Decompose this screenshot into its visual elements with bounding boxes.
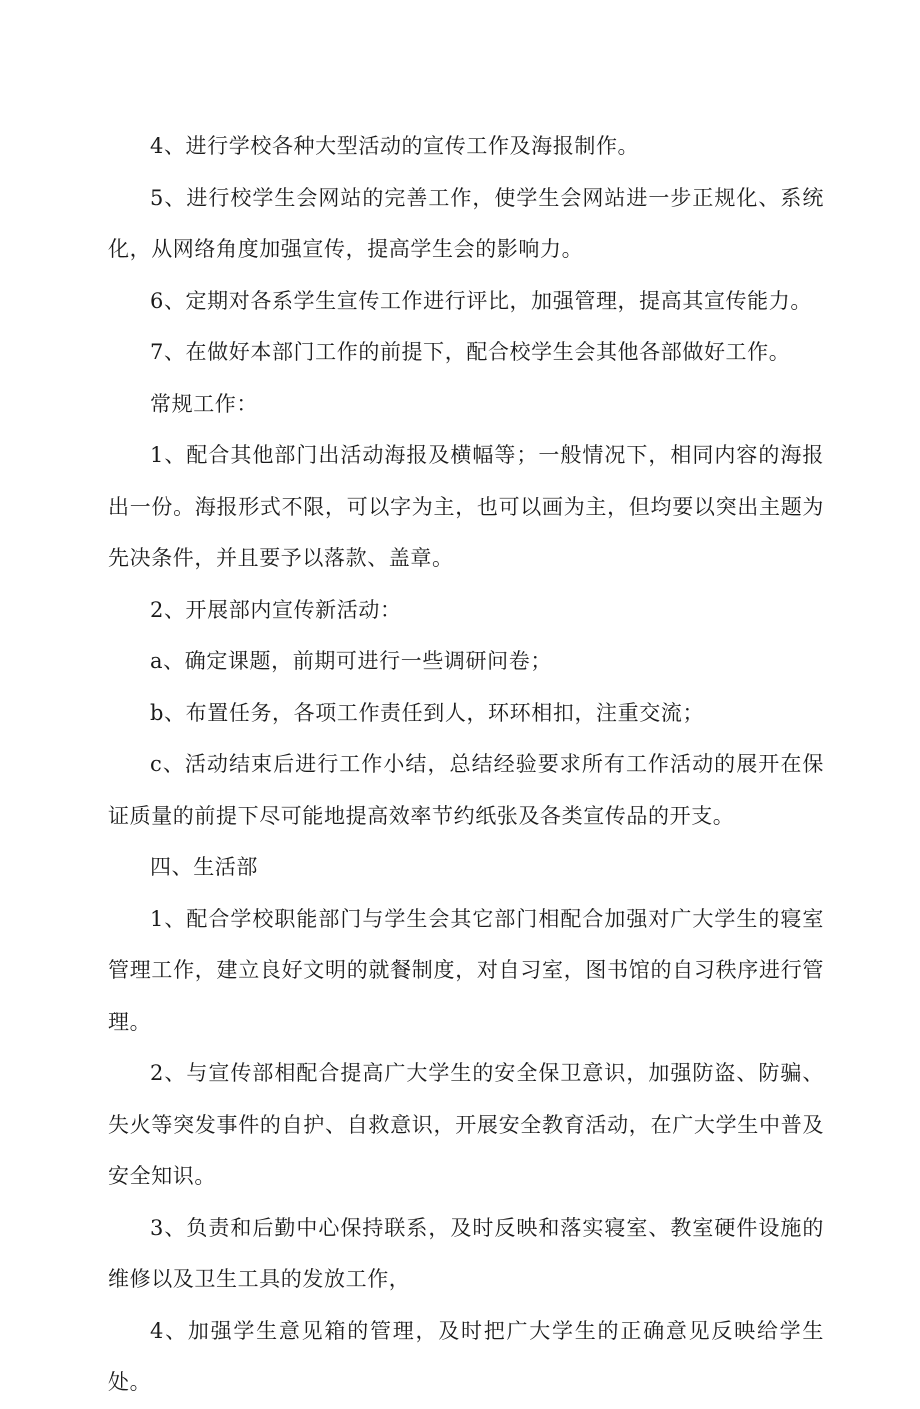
paragraph-publicity-item-4: 4、进行学校各种大型活动的宣传工作及海报制作。 — [150, 134, 640, 158]
paragraph-routine-item-a: a、确定课题，前期可进行一些调研问卷； — [150, 649, 552, 673]
paragraph-routine-item-2: 2、开展部内宣传新活动： — [150, 597, 402, 622]
document-body — [108, 121, 824, 1409]
paragraph-routine-item-b: b、布置任务，各项工作责任到人，环环相扣，注重交流； — [150, 700, 705, 725]
section-heading-routine-work: 常规工作： — [150, 391, 258, 416]
paragraph-life-item-2: 2、与宣传部相配合提高广大学生的安全保卫意识，加强防盗、防骗、失火等突发事件的自护、自救意识，开展安全教育活动，在广大学生中普及安全知识。 — [108, 1061, 824, 1188]
paragraph-publicity-item-6: 6、定期对各系学生宣传工作进行评比，加强管理，提高其宣传能力。 — [150, 288, 812, 313]
paragraph-routine-item-c: c、活动结束后进行工作小结，总结经验要求所有工作活动的展开在保证质量的前提下尽可能地提高效率节约纸张及各类宣传品的开支。 — [108, 752, 824, 828]
section-heading-life-department: 四、生活部 — [150, 855, 258, 879]
paragraph-publicity-item-7: 7、在做好本部门工作的前提下，配合校学生会其他各部做好工作。 — [150, 340, 791, 364]
paragraph-life-item-3: 3、负责和后勤中心保持联系，及时反映和落实寝室、教室硬件设施的维修以及卫生工具的发放工作， — [108, 1215, 824, 1291]
paragraph-life-item-4: 4、加强学生意见箱的管理，及时把广大学生的正确意见反映给学生处。 — [108, 1318, 824, 1394]
paragraph-life-item-1: 1、配合学校职能部门与学生会其它部门相配合加强对广大学生的寝室管理工作，建立良好文明的就餐制度，对自习室，图书馆的自习秩序进行管理。 — [108, 906, 824, 1034]
paragraph-publicity-item-5: 5、进行校学生会网站的完善工作，使学生会网站进一步正规化、系统化，从网络角度加强宣传，提高学生会的影响力。 — [108, 185, 824, 261]
paragraph-routine-item-1: 1、配合其他部门出活动海报及横幅等；一般情况下，相同内容的海报出一份。海报形式不限，可以字为主，也可以画为主，但均要以突出主题为先决条件，并且要予以落款、盖章。 — [108, 443, 824, 570]
